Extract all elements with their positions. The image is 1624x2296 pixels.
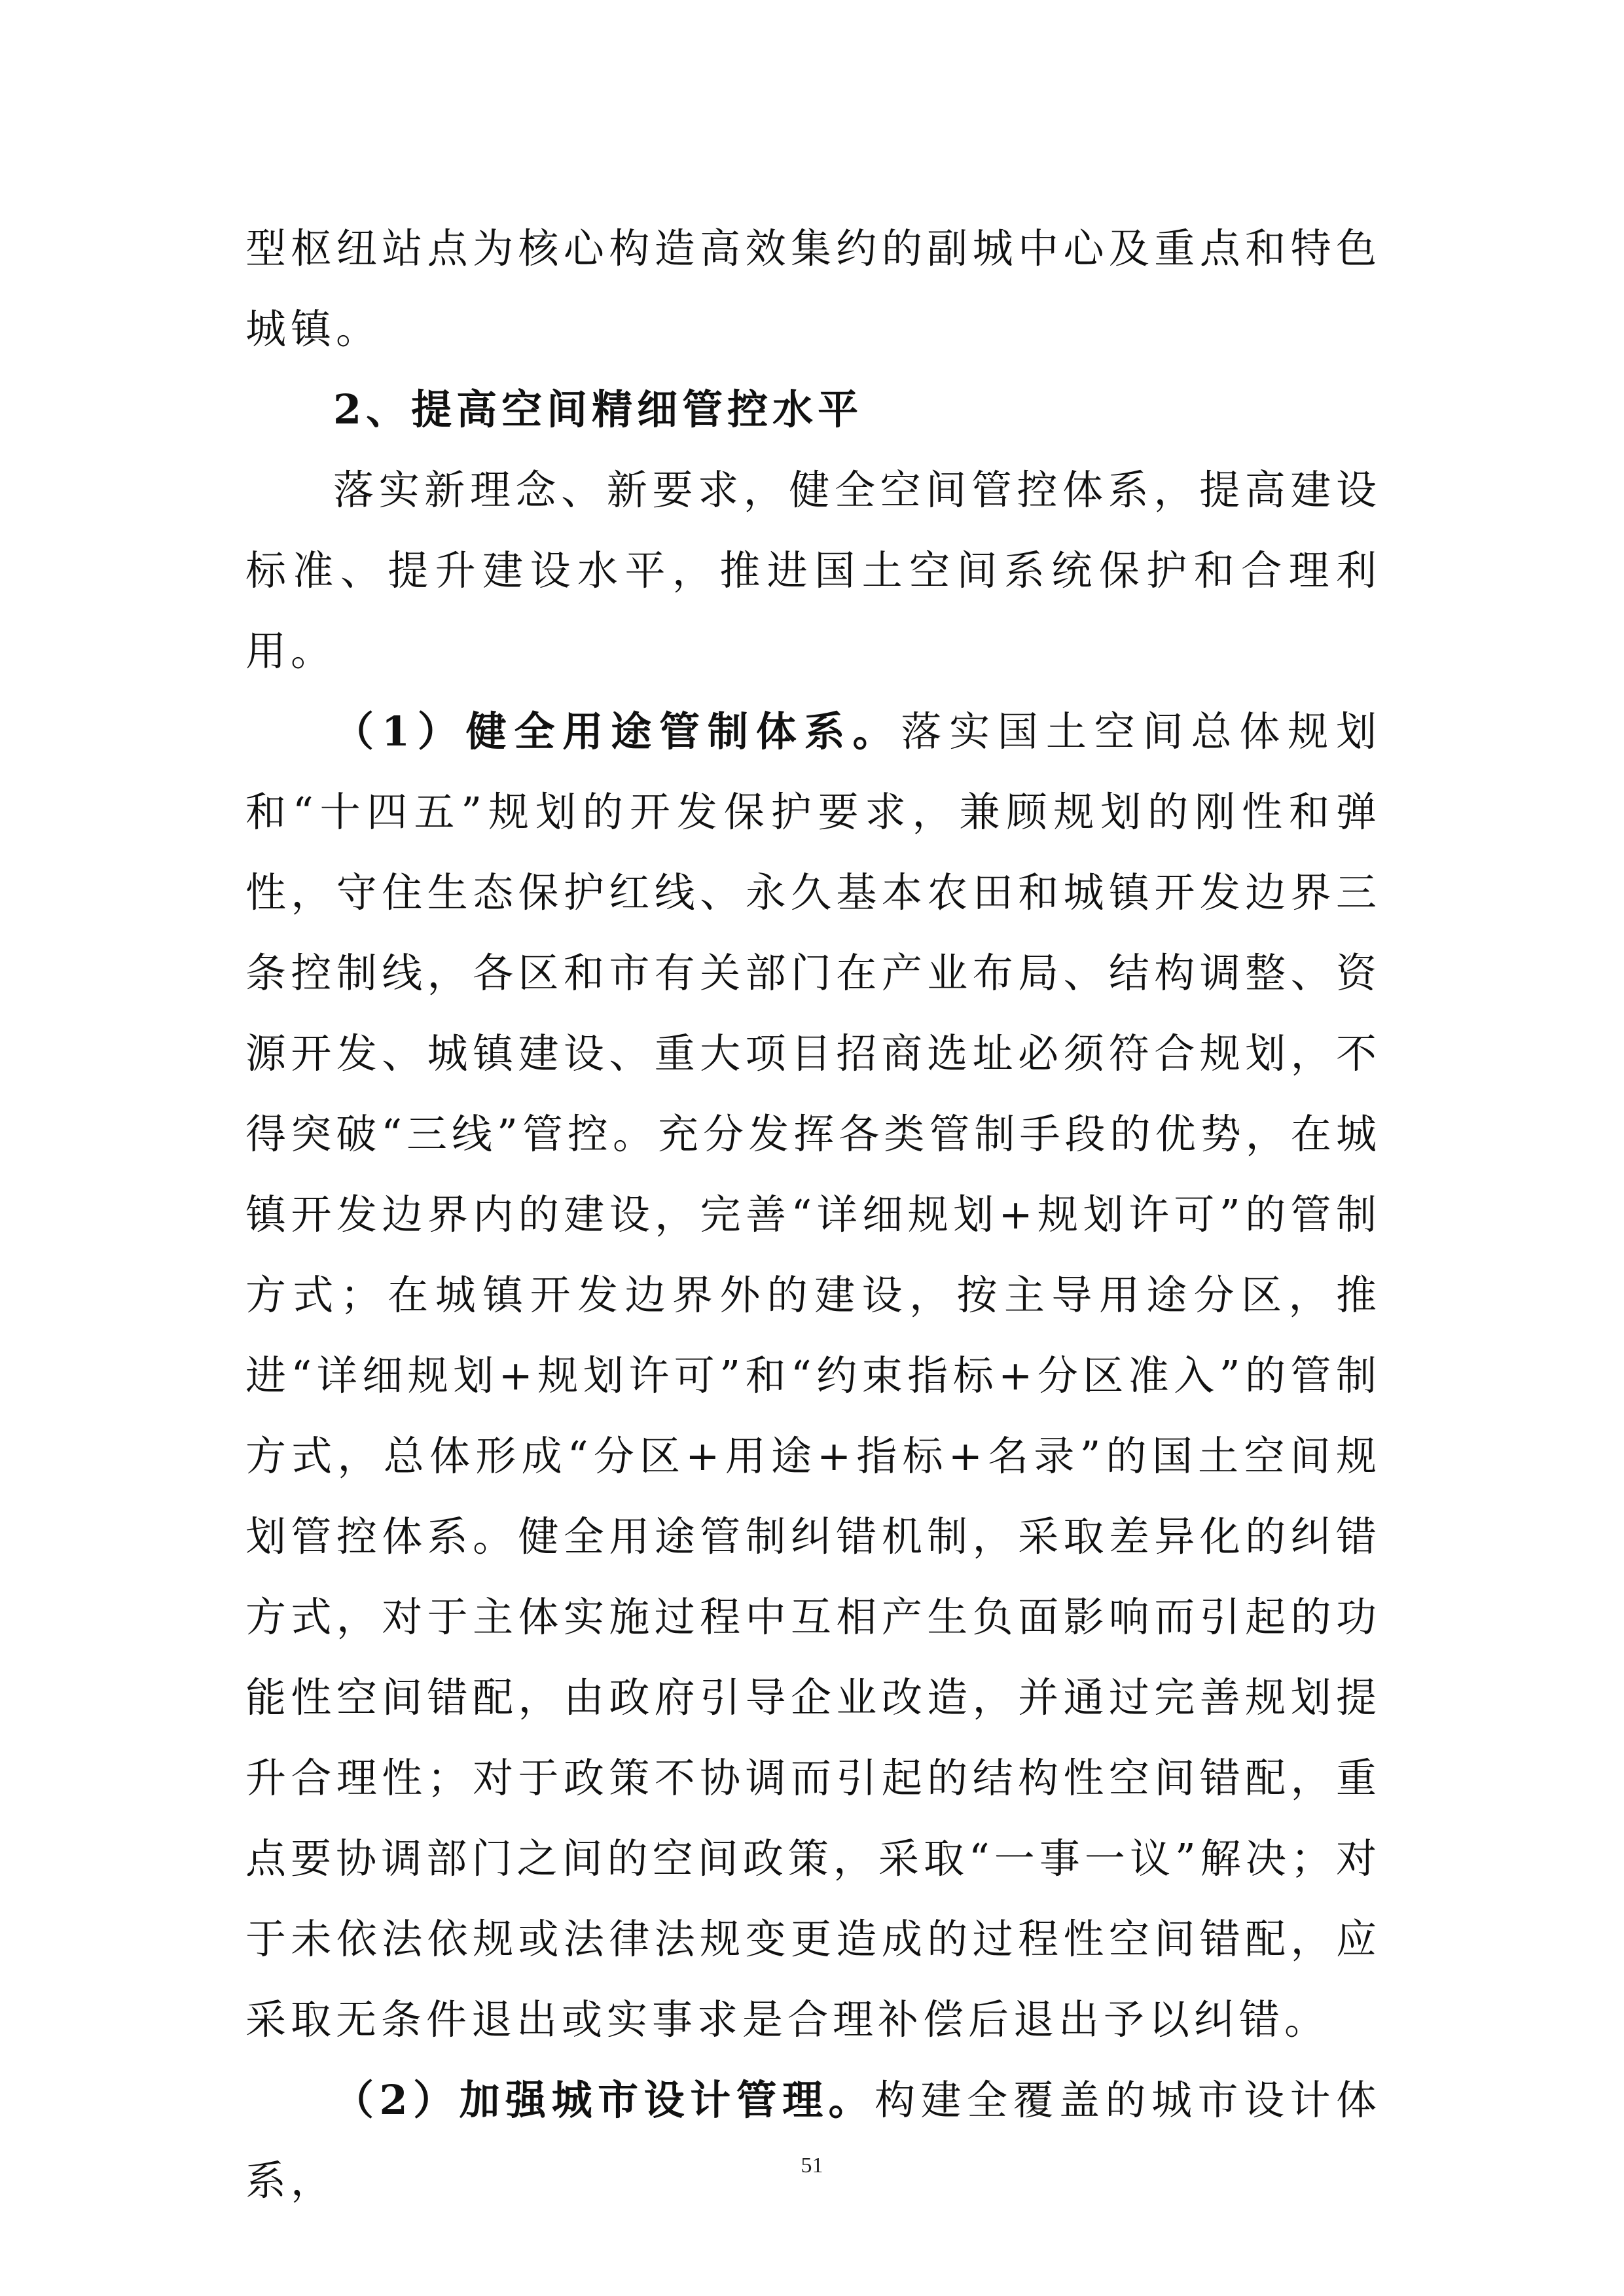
paragraph-lead-1: （1）健全用途管制体系。	[333, 708, 901, 755]
section-heading: 2、提高空间精细管控水平	[333, 386, 863, 433]
paragraph-intro: 落实新理念、新要求，健全空间管控体系，提高建设标准、提升建设水平，推进国土空间系统保护和合理利用。	[245, 466, 1381, 675]
paragraph-lead-2: （2）加强城市设计管理。	[333, 2076, 875, 2124]
paragraph-body-2: 构建全覆盖的城市设计体系，	[245, 2076, 1381, 2204]
page-number: 51	[801, 2153, 823, 2178]
body-text	[245, 208, 1381, 2221]
paragraph-land-use-control	[245, 691, 1381, 2060]
paragraph-continuation: 型枢纽站点为核心构造高效集约的副城中心及重点和特色城镇。	[245, 224, 1381, 353]
paragraph-urban-design	[245, 2060, 1381, 2221]
paragraph-body-1: 落实国土空间总体规划和“十四五”规划的开发保护要求，兼顾规划的刚性和弹性，守住生态保护红线、永久基本农田和城镇开发边界三条控制线，各区和市有关部门在产业布局、结构调整、资源开发、城镇建设、重大项目招商选址必须符合规划，不得突破“三线”管控。充分发挥各类管制手段的优势，在城镇开发边界内的建设，完善“详细规划+规划许可”的管制方式；在城镇开发边界外的建设，按主导用途分区，推进“详细规划+规划许可”和“约束指标+分区准入”的管制方式，总体形成“分区+用途+指标+名录”的国土空间规划管控体系。健全用途管制纠错机制，采取差异化的纠错方式，对于主体实施过程中互相产生负面影响而引起的功能性空间错配，由政府引导企业改造，并通过完善规划提升合理性；对于政策不协调而引起的结构性空间错配，重点要协调部门之间的空间政策，采取“一事一议”解决；对于未依法依规或法律法规变更造成的过程性空间错配，应采取无条件退出或实事求是合理补偿后退出予以纠错。	[245, 708, 1381, 2043]
